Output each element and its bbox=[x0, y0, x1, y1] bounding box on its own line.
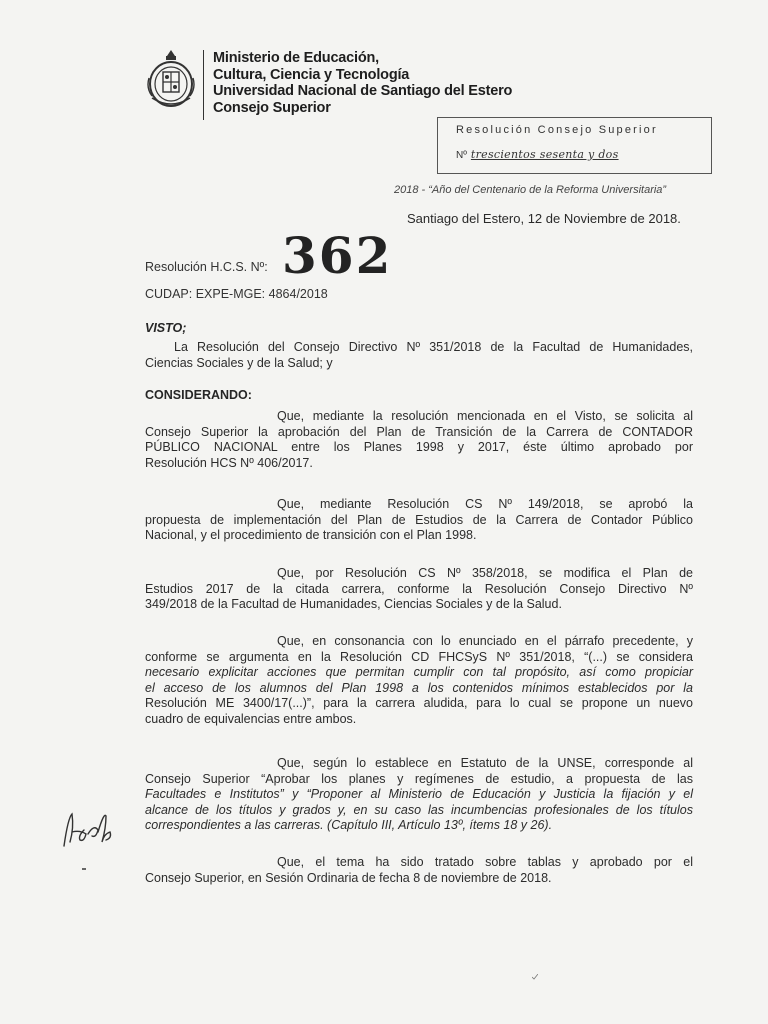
considerando-paragraph-6 bbox=[145, 855, 693, 886]
considerando-paragraph-5 bbox=[145, 756, 693, 834]
text-line: Que, el tema ha sido tratado sobre tablas y aprobado por el bbox=[277, 855, 693, 869]
text-line: el acceso de los alumnos del Plan 1998 a los contenidos mínimos establecidos por la bbox=[145, 680, 693, 695]
text-line: Que, mediante la resolución mencionada en el Visto, se solicita al bbox=[277, 409, 693, 423]
resolution-box-title: Resolución Consejo Superior bbox=[456, 124, 658, 136]
resolution-label: Resolución H.C.S. Nº: bbox=[145, 260, 268, 274]
number-prefix: Nº bbox=[456, 150, 467, 161]
considerando-paragraph-1 bbox=[145, 409, 693, 471]
header-divider bbox=[203, 50, 204, 120]
cudap-reference: CUDAP: EXPE-MGE: 4864/2018 bbox=[145, 287, 328, 301]
text-line: alcance de los títulos y grados y, en su caso las incumbencias profesionales de los títulos bbox=[145, 802, 693, 817]
text-line: Estudios 2017 de la citada carrera, conforme la Resolución Consejo Directivo Nº bbox=[145, 581, 693, 596]
text-line: Que, mediante Resolución CS Nº 149/2018, se aprobó la bbox=[277, 497, 693, 511]
visto-heading: VISTO; bbox=[145, 321, 187, 335]
handwritten-initials-icon bbox=[60, 808, 115, 850]
date-line: Santiago del Estero, 12 de Noviembre de 2018. bbox=[407, 211, 681, 226]
institution-name bbox=[213, 50, 512, 116]
resolution-number-box bbox=[437, 117, 712, 174]
text-line: conforme se argumenta en la Resolución CD FHCSyS Nº 351/2018, “(...) se considera bbox=[145, 649, 693, 664]
resolution-box-number bbox=[456, 148, 619, 161]
considerando-paragraph-3 bbox=[145, 566, 693, 613]
text-line: Resolución HCS Nº 406/2017. bbox=[145, 455, 313, 470]
institution-line: Cultura, Ciencia y Tecnología bbox=[213, 66, 410, 83]
institution-line: Universidad Nacional de Santiago del Estero bbox=[213, 83, 513, 99]
margin-mark bbox=[82, 868, 86, 870]
text-line: propuesta de implementación del Plan de Estudios de la Carrera de Contador Público bbox=[145, 512, 693, 527]
text-line: correspondientes a las carreras. (Capítulo III, Artículo 13º, ítems 18 y 26). bbox=[145, 818, 553, 832]
text-line: Ciencias Sociales y de la Salud; y bbox=[145, 355, 333, 370]
institution-line: Ministerio de Educación, bbox=[213, 50, 380, 66]
text-line: 349/2018 de la Facultad de Humanidades, Ciencias Sociales y de la Salud. bbox=[145, 597, 562, 611]
text-line: Que, según lo establece en Estatuto de la UNSE, corresponde al bbox=[277, 756, 693, 770]
university-seal-icon bbox=[146, 48, 196, 110]
text-line: La Resolución del Consejo Directivo Nº 351/2018 de la Facultad de Humanidades, bbox=[174, 340, 693, 354]
text-line: Consejo Superior “Aprobar los planes y regímenes de estudio, a propuesta de las bbox=[145, 771, 693, 786]
text-line: Que, por Resolución CS Nº 358/2018, se modifica el Plan de bbox=[277, 566, 693, 580]
check-mark-icon bbox=[532, 974, 538, 980]
text-line: necesario explicitar acciones que permitan cumplir con tal propósito, así como propiciar bbox=[145, 665, 693, 679]
text-line: Que, en consonancia con lo enunciado en el párrafo precedente, y bbox=[277, 634, 693, 648]
text-line: Consejo Superior, en Sesión Ordinaria de fecha 8 de noviembre de 2018. bbox=[145, 870, 552, 885]
considerando-paragraph-4 bbox=[145, 634, 693, 727]
visto-paragraph bbox=[145, 340, 693, 371]
text-line: Facultades e Institutos” y “Proponer al Ministerio de Educación y Justicia la fijación y el bbox=[145, 787, 693, 801]
considerando-heading: CONSIDERANDO: bbox=[145, 388, 252, 402]
text-line: PÚBLICO NACIONAL entre los Planes 1998 y 2017, éste último aprobado por bbox=[145, 440, 693, 454]
text-line: Consejo Superior la aprobación del Plan de Transición de la Carrera de CONTADOR bbox=[145, 424, 693, 439]
text-line: cuadro de equivalencias entre ambos. bbox=[145, 711, 357, 726]
institution-line: Consejo Superior bbox=[213, 99, 331, 116]
handwritten-number: trescientos sesenta y dos bbox=[470, 148, 619, 161]
text-line: Nacional, y el procedimiento de transición con el Plan 1998. bbox=[145, 528, 477, 542]
text-line: Resolución ME 3400/17(...)”, para la carrera aludida, para lo cual se propone un nuevo bbox=[145, 696, 693, 710]
year-motto: 2018 - “Año del Centenario de la Reforma Universitaria” bbox=[394, 184, 667, 196]
resolution-number-stamp: 362 bbox=[282, 226, 393, 285]
considerando-paragraph-2 bbox=[145, 497, 693, 544]
